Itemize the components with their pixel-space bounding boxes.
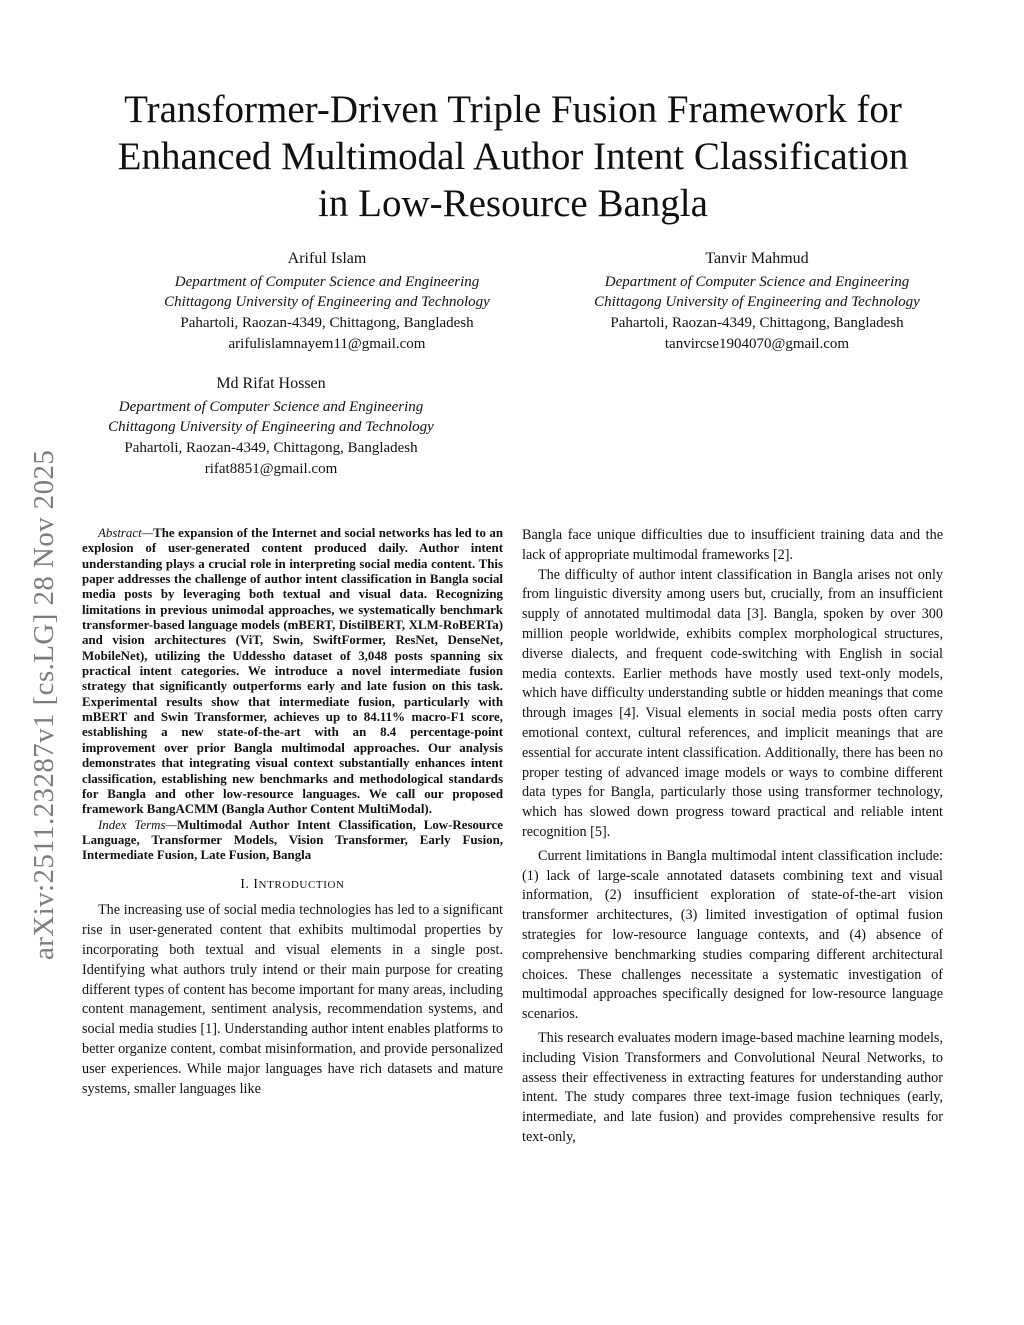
section-number: I. I [240,875,259,891]
author-address: Pahartoli, Raozan-4349, Chittagong, Bangladesh [124,440,418,457]
intro-paragraph-1-continued: Bangla face unique difficulties due to insufficient training data and the lack of appropriate multimodal frameworks [2]. [522,527,943,563]
intro-paragraph-4: This research evaluates modern image-based machine learning models, including Vision Transformers and Convolutional Neural Networks, to assess their effectiveness in extracting features for understanding author intent. The study compares three text-image fusion techniques (early, intermediate, and late fusion) and provides comprehensive results for text-only, [522,1029,943,1145]
author-block-1 [126,249,528,355]
author-department: Department of Computer Science and Engineering [118,398,424,415]
paper-title [82,86,944,227]
abstract-text: The expansion of the Internet and social networks has led to an explosion of user-generated content produced daily. Author intent understanding plays a crucial role in interpreting social media content. This paper addresses the challenge of author intent classification in Bangla social media posts by leveraging both textual and visual data. Recognizing limitations in previous unimodal approaches, we systematically benchmark transformer-based language models (mBERT, DistilBERT, XLM-RoBERTa) and vision architectures (ViT, Swin, SwiftFormer, ResNet, DenseNet, MobileNet), utilizing the Uddessho dataset of 3,048 posts spanning six practical intent categories. We introduce a novel intermediate fusion strategy that significantly outperforms early and late fusion on this task. Experimental results show that intermediate fusion, particularly with mBERT and Swin Transformer, achieves up to 84.11% macro-F1 score, establishing a new state-of-the-art with an 8.4 percentage-point improvement over prior Bangla multimodal approaches. Our analysis demonstrates that integrating visual context substantially enhances intent classification, establishing new benchmarks and methodological standards for Bangla and other low-resource languages. We call our proposed framework BangACMM (Bangla Author Content MultiModal). [82,526,503,817]
author-name: Md Rifat Hossen [216,375,326,392]
title-line-1: Transformer-Driven Triple Fusion Framework for [124,88,902,131]
section-heading-text: NTRODUCTION [258,878,345,891]
left-column [82,526,503,1099]
abstract-label: Abstract [98,526,142,540]
author-email: rifat8851@gmail.com [204,460,338,477]
index-terms-text: Multimodal Author Intent Classification, Low-Resource Language, Transformer Models, Vision Transformer, Early Fusion, Intermediate Fusion, Late Fusion, Bangla [82,817,504,863]
intro-paragraph-3: Current limitations in Bangla multimodal intent classification include: (1) lack of large-scale annotated datasets combining text and visual information, (2) insufficient exploration of state-of-the-art vision transformer architectures, (3) limited investigation of optimal fusion strategies for low-resource language contexts, and (4) absence of comprehensive benchmarking studies comparing different architectural choices. These challenges necessitate a systematic investigation of multimodal approaches specifically designed for low-resource language scenarios. [522,847,943,1023]
title-line-3: in Low-Resource Bangla [318,182,708,225]
title-line-2: Enhanced Multimodal Author Intent Classification [117,135,909,178]
section-heading-introduction [82,874,503,896]
right-column [522,526,943,1148]
arxiv-identifier: arXiv:2511.23287v1 [cs.LG] 28 Nov 2025 [28,449,60,960]
author-block-3 [70,374,472,480]
author-email: tanvircse1904070@gmail.com [664,335,850,352]
author-block-2 [556,249,958,355]
author-department: Department of Computer Science and Engineering [604,273,910,290]
author-address: Pahartoli, Raozan-4349, Chittagong, Bangladesh [180,315,474,332]
index-terms-label: Index Terms [98,817,166,832]
intro-paragraph-2: The difficulty of author intent classification in Bangla arises not only from linguistic diversity among users but, crucially, from an insufficient supply of annotated multimodal data [3]. Bangla, spoken by over 300 million people worldwide, exhibits complex morphological structures, diverse dialects, and frequent code-switching with English in social media contexts. Earlier methods have mostly used text-only models, which have difficulty understanding subtle or hidden meanings that come through images [4]. Visual elements in social media posts often carry emotional context, cultural references, and implicit meanings that are essential for accurate intent classification. Additionally, there has been no proper testing of advanced image models or ways to combine different data types for Bangla, particularly those using transformer technology, which has slowed down progress toward practical and reliable intent recognition [5]. [522,566,943,840]
author-university: Chittagong University of Engineering and Technology [108,419,434,436]
abstract: Abstract—The expansion of the Internet and social networks has led to an explosion of user-generated content produced daily. Author intent understanding plays a crucial role in interpreting social media content. This paper addresses the challenge of author intent classification in Bangla social media posts by leveraging both textual and visual data. Recognizing limitations in previous unimodal approaches, we systematically benchmark transformer-based language models (mBERT, DistilBERT, XLM-RoBERTa) and vision architectures (ViT, Swin, SwiftFormer, ResNet, DenseNet, MobileNet), utilizing the Uddessho dataset of 3,048 posts spanning six practical intent categories. We introduce a novel intermediate fusion strategy that significantly outperforms early and late fusion on this task. Experimental results show that intermediate fusion, particularly with mBERT and Swin Transformer, achieves up to 84.11% macro-F1 score, establishing a new state-of-the-art with an 8.4 percentage-point improvement over prior Bangla multimodal approaches. Our analysis demonstrates that integrating visual context substantially enhances intent classification, establishing new benchmarks and methodological standards for Bangla and other low-resource languages. We call our proposed framework BangACMM (Bangla Author Content MultiModal). [82,526,503,817]
author-name: Ariful Islam [287,250,367,267]
author-university: Chittagong University of Engineering and Technology [164,294,490,311]
intro-paragraph-1: The increasing use of social media technologies has led to a significant rise in user-generated content that exhibits multimodal properties by incorporating both textual and visual elements in a single post. Identifying what authors truly intend or their main purpose for creating different types of content has become important for many areas, including content management, sentiment analysis, recommendation systems, and social media studies [1]. Understanding author intent enables platforms to better organize content, combat misinformation, and provide personalized user experiences. While major languages have rich datasets and mature systems, smaller languages like [82,902,503,1097]
author-department: Department of Computer Science and Engineering [174,273,480,290]
author-name: Tanvir Mahmud [705,250,809,267]
author-university: Chittagong University of Engineering and Technology [594,294,920,311]
author-email: arifulislamnayem11@gmail.com [228,335,426,352]
index-terms: Index Terms—Multimodal Author Intent Classification, Low-Resource Language, Transformer Models, Vision Transformer, Early Fusion, Intermediate Fusion, Late Fusion, Bangla [82,817,504,863]
arxiv-stamp [28,372,60,960]
author-address: Pahartoli, Raozan-4349, Chittagong, Bangladesh [610,315,904,332]
